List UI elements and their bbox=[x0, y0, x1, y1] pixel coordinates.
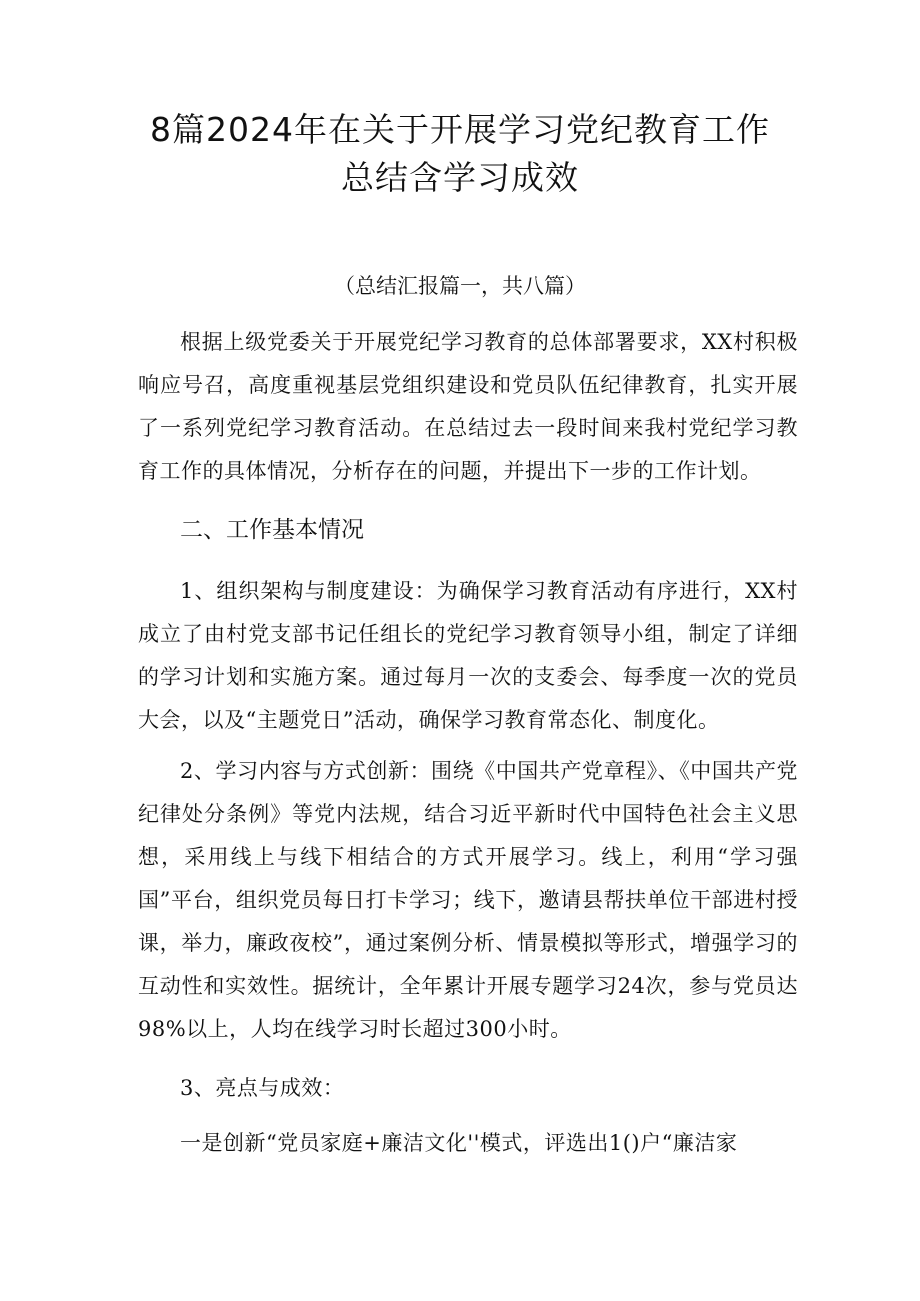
item3-heading: 3、亮点与成效： bbox=[180, 1076, 345, 1100]
intro-paragraph: 根据上级党委关于开展党纪学习教育的总体部署要求，XX村积极响应号召，高度重视基层党组织建设和党员队伍纪律教育，扎实开展了一系列党纪学习教育活动。在总结过去一段时间来我村党纪学习教育工作的具体情况，分析存在的问题，并提出下一步的工作计划。 bbox=[138, 330, 798, 483]
item3-point1-paragraph: 一是创新“党员家庭+廉洁文化''模式，评选出1()户“廉洁家 bbox=[180, 1131, 738, 1155]
document-title-line2: 总结含学习成效 bbox=[341, 158, 579, 197]
document-subtitle: （总结汇报篇一，共八篇） bbox=[334, 274, 586, 298]
item2-paragraph: 2、学习内容与方式创新：围绕《中国共产党章程》、《中国共产党纪律处分条例》等党内法规，结合习近平新时代中国特色社会主义思想，采用线上与线下相结合的方式开展学习。线上，利用“学习强国”平台，组织党员每日打卡学习；线下，邀请县帮扶单位干部进村授课，举力，廉政夜校”，通过案例分析、情景模拟等形式，增强学习的互动性和实效性。据统计，全年累计开展专题学习24次，参与党员达98%以上，人均在线学习时长超过300小时。 bbox=[138, 759, 798, 1041]
document-title-line1: 8篇2024年在关于开展学习党纪教育工作 bbox=[150, 110, 770, 149]
item1-paragraph: 1、组织架构与制度建设：为确保学习教育活动有序进行，XX村成立了由村党支部书记任组长的党纪学习教育领导小组，制定了详细的学习计划和实施方案。通过每月一次的支委会、每季度一次的党员大会，以及“主题党日”活动，确保学习教育常态化、制度化。 bbox=[138, 579, 798, 732]
section-heading: 二、工作基本情况 bbox=[180, 517, 364, 543]
